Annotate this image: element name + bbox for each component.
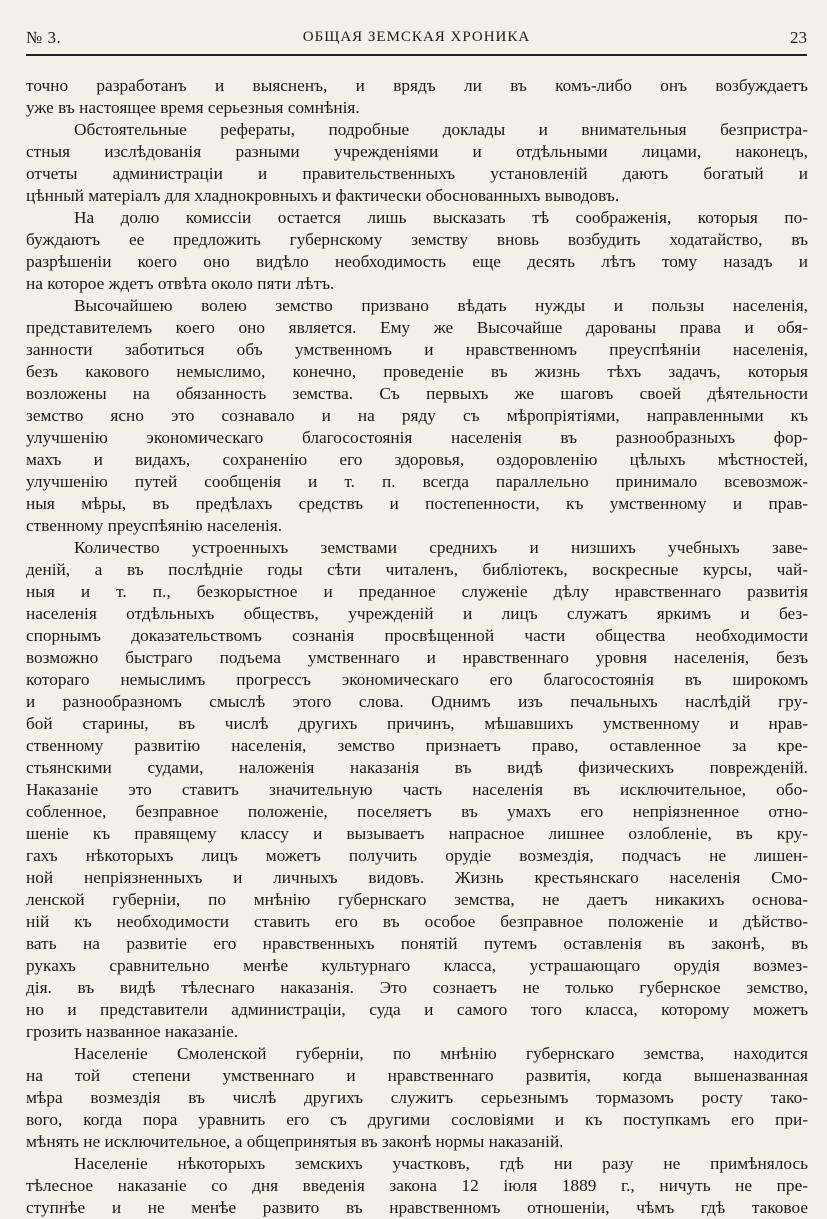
text-line: земство ясно это сознавало и на ряду съ мѣропріятіями, направленными къ (26, 406, 808, 425)
text-line: ній къ необходимости ставить его въ особое безправное положеніе и дѣйство- (26, 912, 808, 931)
body-text (26, 75, 808, 1219)
text-line: на той степени умственнаго и нравственнаго развитія, когда вышеназванная (26, 1066, 808, 1085)
text-line: спорнымъ доказательствомъ сознанія просвѣщенной части общества необходимости (26, 626, 808, 645)
text-line: на которое ждетъ отвѣта около пяти лѣтъ. (26, 274, 335, 293)
text-line: ступнѣе и не менѣе развито въ нравственномъ отношеніи, чѣмъ гдѣ таковое (26, 1198, 808, 1217)
text-line: но и представители администраціи, суда и самого того класса, которому можетъ (26, 1000, 808, 1019)
text-line: бой старины, въ числѣ другихъ причинъ, мѣшавшихъ умственному и нрав- (26, 714, 808, 733)
text-line: тѣлесное наказаніе со дня введенія закона 12 іюля 1889 г., ничуть не пре- (26, 1176, 808, 1195)
text-line: ленской губерніи, по мнѣнію губернскаго земства, не даетъ никакихъ основа- (26, 890, 808, 909)
text-line: Количество устроенныхъ земствами среднихъ и низшихъ учебныхъ заве- (74, 538, 808, 557)
text-line: ныя и т. п., безкорыстное и преданное служеніе дѣлу нравственнаго развитія (26, 582, 808, 601)
text-line: отчеты администраціи и правительственныхъ установленій даютъ богатый и (26, 164, 808, 183)
text-line: мѣнять не исключительное, а общепринятыя въ законѣ нормы наказаній. (26, 1132, 564, 1151)
text-line: ственному развитію населенія, земство признаетъ право, оставленное за кре- (26, 736, 808, 755)
text-line: На долю комиссіи остается лишь высказать тѣ соображенія, которыя по- (74, 208, 808, 227)
text-line: точно разработанъ и выясненъ, и врядъ ли въ комъ-либо онъ возбуждаетъ (26, 76, 808, 95)
text-line: цѣнный матеріалъ для хладнокровныхъ и фактически обоснованныхъ выводовъ. (26, 186, 620, 205)
text-line: шеніе къ правящему классу и вызываетъ напрасное лишнее озлобленіе, въ кру- (26, 824, 808, 843)
text-line: вать на развитіе его нравственныхъ понятій путемъ оставленія въ законѣ, въ (26, 934, 808, 953)
text-line: возможно быстраго подъема умственнаго и нравственнаго уровня населенія, безъ (26, 648, 808, 667)
text-line: грозить названное наказаніе. (26, 1022, 239, 1041)
text-line: уже въ настоящее время серьезныя сомнѣнія. (26, 98, 360, 117)
text-line: Населеніе Смоленской губерніи, по мнѣнію губернскаго земства, находится (74, 1044, 808, 1063)
text-line: улучшенію экономическаго благосостоянія населенія въ разнообразныхъ фор- (26, 428, 808, 447)
text-line: ной непріязненныхъ и личныхъ видовъ. Жизнь крестьянскаго населенія Смо- (26, 868, 808, 887)
text-line: дія. въ видѣ тѣлеснаго наказанія. Это сознаетъ не только губернское земство, (26, 978, 808, 997)
text-line: собленное, безправное положеніе, поселяетъ въ умахъ его непріязненное отно- (26, 802, 808, 821)
text-line: безъ какового немыслимо, конечно, проведеніе въ жизнь тѣхъ задачъ, которыя (26, 362, 808, 381)
text-line: Высочайшею волею земство призвано вѣдать нужды и пользы населенія, (74, 296, 808, 315)
text-line: возложены на обязанность земства. Съ первыхъ же шаговъ своей дѣятельности (26, 384, 808, 403)
text-line: буждаютъ ее предложить губернскому земству вновь возбудить ходатайство, въ (26, 230, 808, 249)
text-line: Обстоятельные рефераты, подробные доклады и внимательныя безпристра- (74, 120, 808, 139)
text-line: улучшенію путей сообщенія и т. п. всегда параллельно принимало всевозмож- (26, 472, 808, 491)
page-number: 23 (790, 28, 807, 47)
text-line: Населеніе нѣкоторыхъ земскихъ участковъ, гдѣ ни разу не примѣнялось (74, 1154, 808, 1173)
text-line: представителемъ коего оно является. Ему же Высочайше дарованы права и обя- (26, 318, 808, 337)
text-line: Наказаніе это ставитъ значительную часть населенія въ исключительное, обо- (26, 780, 808, 799)
text-line: и разнообразномъ смыслѣ этого слова. Однимъ изъ печальныхъ наслѣдій гру- (26, 692, 808, 711)
issue-number: № 3. (26, 28, 62, 47)
journal-title: ОБЩАЯ ЗЕМСКАЯ ХРОНИКА (302, 29, 531, 45)
text-line: ныя мѣры, въ предѣлахъ средствъ и постепенности, къ умственному и прав- (26, 494, 808, 513)
text-line: стьянскими судами, наложенія наказанія въ видѣ физическихъ поврежденій. (26, 758, 808, 777)
text-line: рукахъ сравнительно менѣе культурнаго класса, устрашающаго орудія возмез- (26, 956, 808, 975)
text-line: мѣра возмездія въ числѣ другихъ служитъ серьезнымъ тормазомъ росту тако- (26, 1088, 808, 1107)
text-line: деній, а въ послѣдніе годы сѣти читаленъ, библіотекъ, воскресные курсы, чай- (26, 560, 808, 579)
text-line: стныя изслѣдованія разными учрежденіями и отдѣльными лицами, наконецъ, (26, 142, 808, 161)
text-line: махъ и видахъ, сохраненію его здоровья, оздоровленію цѣлыхъ мѣстностей, (26, 450, 808, 469)
text-line: гахъ нѣкоторыхъ лицъ можетъ получить орудіе возмездія, подчасъ не лишен- (26, 846, 808, 865)
text-line: ственному преуспѣянію населенія. (26, 516, 283, 535)
text-line: котораго немыслимъ прогрессъ экономическаго его благосостоянія въ широкомъ (26, 670, 808, 689)
text-line: занности заботиться объ умственномъ и нравственномъ преуспѣяніи населенія, (26, 340, 808, 359)
running-head (26, 24, 807, 56)
text-line: вого, когда пора уравнить его съ другими сословіями и къ поступкамъ его при- (26, 1110, 808, 1129)
text-line: разрѣшеніи коего оно видѣло необходимость еще десять лѣтъ тому назадъ и (26, 252, 808, 271)
text-line: населенія отдѣльныхъ обществъ, учрежденій и лицъ служатъ яркимъ и без- (26, 604, 808, 623)
